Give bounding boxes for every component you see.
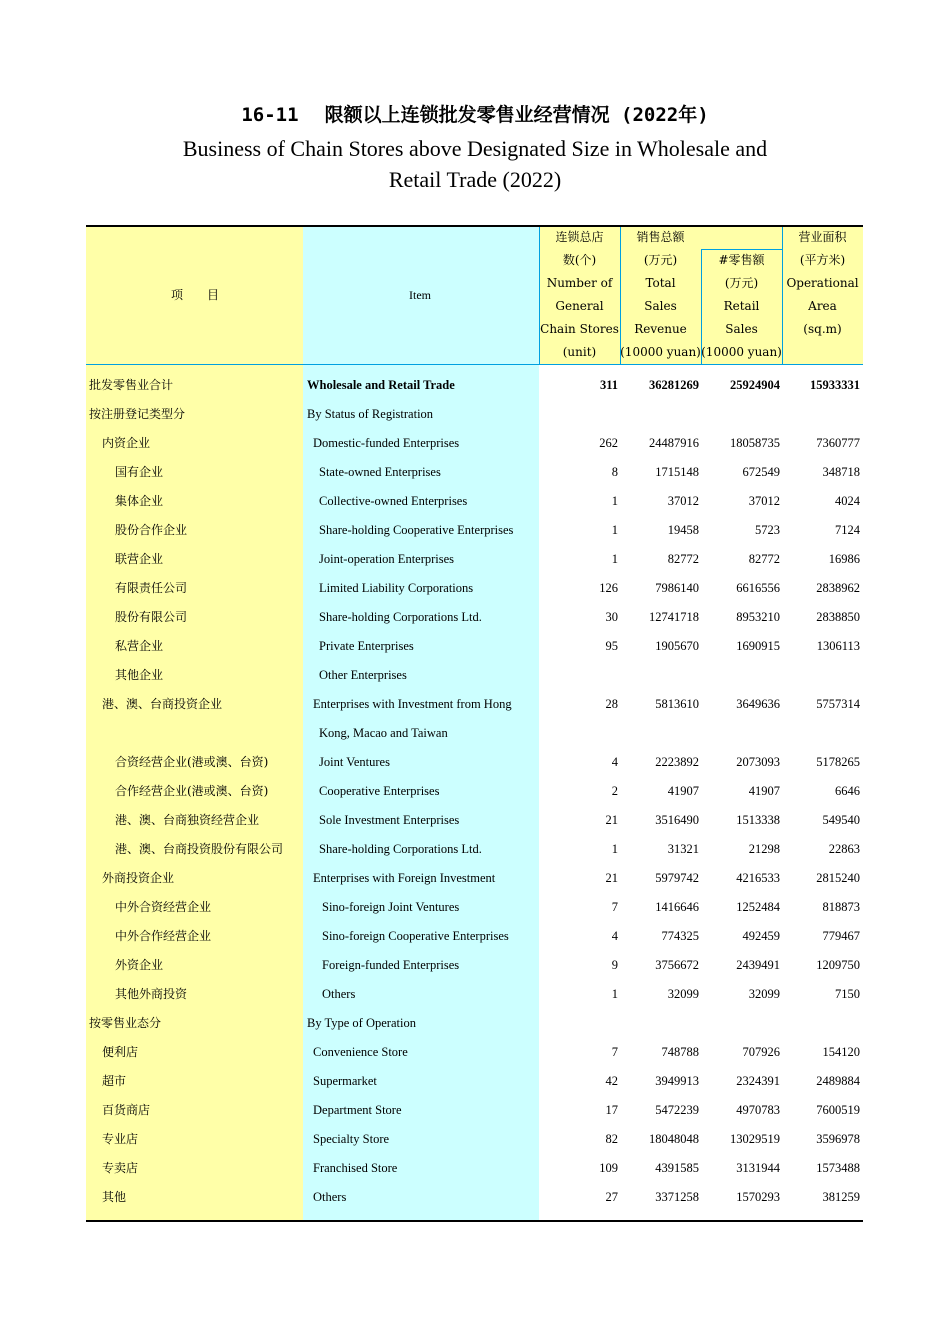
total-sales-value: 3949913	[655, 1074, 699, 1088]
table-row	[86, 458, 863, 487]
table-row	[86, 1096, 863, 1125]
operational-area-value: 5178265	[816, 755, 860, 769]
table-row	[86, 603, 863, 632]
operational-area-value: 5757314	[816, 697, 860, 711]
total-sales-value: 748788	[661, 1045, 699, 1059]
retail-sales-value: 37012	[748, 494, 780, 508]
table-row	[86, 777, 863, 806]
general-chain-stores-value: 82	[605, 1132, 618, 1146]
operational-area-value: 381259	[822, 1190, 860, 1204]
total-sales-value: 3516490	[655, 813, 699, 827]
row-label-en: Franchised Store	[313, 1161, 398, 1175]
total-sales-value: 19458	[667, 523, 699, 537]
retail-sales-value: 8953210	[736, 610, 780, 624]
header-line: Chain Stores	[540, 322, 619, 336]
row-label-en: Enterprises with Investment from Hong	[313, 697, 512, 711]
table-row	[86, 1125, 863, 1154]
header-line: Revenue	[634, 322, 687, 336]
table-number: 16-11	[241, 104, 299, 126]
header-general-chain-stores	[539, 226, 620, 364]
header-line: Sales	[644, 299, 677, 313]
operational-area-value: 7360777	[816, 436, 860, 450]
operational-area-value: 348718	[822, 465, 860, 479]
row-label-en: State-owned Enterprises	[319, 465, 441, 479]
table-row	[86, 748, 863, 777]
table-row	[86, 487, 863, 516]
row-label-cn: 集体企业	[115, 494, 164, 508]
row-label-en: Others	[313, 1190, 347, 1204]
header-line: (10000 yuan)	[620, 345, 701, 359]
operational-area-value: 3596978	[816, 1132, 860, 1146]
row-label-en: Wholesale and Retail Trade	[307, 378, 455, 392]
total-sales-value: 31321	[667, 842, 699, 856]
retail-sales-value: 1690915	[736, 639, 780, 653]
total-sales-value: 4391585	[655, 1161, 699, 1175]
general-chain-stores-value: 30	[605, 610, 618, 624]
row-label-en: Enterprises with Foreign Investment	[313, 871, 496, 885]
row-label-en: Collective-owned Enterprises	[319, 494, 468, 508]
total-sales-value: 82772	[667, 552, 699, 566]
retail-sales-value: 13029519	[730, 1132, 780, 1146]
table-row	[86, 719, 863, 748]
operational-area-value: 22863	[828, 842, 860, 856]
total-sales-value: 774325	[661, 929, 699, 943]
retail-sales-value: 25924904	[730, 378, 780, 392]
row-label-cn: 国有企业	[115, 465, 164, 479]
retail-sales-value: 21298	[748, 842, 780, 856]
retail-sales-value: 18058735	[730, 436, 780, 450]
row-label-en: Joint Ventures	[319, 755, 390, 769]
row-label-en: Specialty Store	[313, 1132, 390, 1146]
total-sales-value: 3756672	[655, 958, 699, 972]
row-label-en: Domestic-funded Enterprises	[313, 436, 460, 450]
retail-sales-value: 492459	[742, 929, 780, 943]
operational-area-value: 7150	[835, 987, 860, 1001]
row-label-cn: 股份有限公司	[115, 610, 188, 624]
row-label-cn: 按零售业态分	[89, 1016, 162, 1030]
header-retail-sales	[701, 249, 782, 364]
header-line: (平方米)	[799, 253, 846, 267]
retail-sales-value: 1570293	[736, 1190, 780, 1204]
row-label-en: Other Enterprises	[319, 668, 407, 682]
row-label-en: Convenience Store	[313, 1045, 408, 1059]
operational-area-value: 1209750	[816, 958, 860, 972]
row-label-en: Department Store	[313, 1103, 402, 1117]
row-label-cn: 外资企业	[115, 958, 164, 972]
table-row	[86, 951, 863, 980]
header-line: (unit)	[562, 345, 597, 359]
general-chain-stores-value: 1	[611, 523, 618, 537]
operational-area-value: 16986	[828, 552, 860, 566]
retail-sales-value: 4216533	[736, 871, 780, 885]
general-chain-stores-value: 1	[611, 842, 618, 856]
general-chain-stores-value: 7	[611, 900, 618, 914]
row-label-cn: 按注册登记类型分	[89, 407, 186, 421]
total-sales-value: 7986140	[655, 581, 699, 595]
operational-area-value: 154120	[822, 1045, 860, 1059]
row-label-cn: 中外合资经营企业	[115, 900, 212, 914]
row-label-cn: 中外合作经营企业	[115, 929, 212, 943]
header-line: Area	[808, 299, 837, 313]
retail-sales-value: 4970783	[736, 1103, 780, 1117]
row-label-en: Limited Liability Corporations	[319, 581, 474, 595]
row-label-cn: 其他外商投资	[115, 987, 188, 1001]
table-row	[86, 980, 863, 1009]
retail-sales-value: 672549	[742, 465, 780, 479]
total-sales-value: 5979742	[655, 871, 699, 885]
total-sales-value: 1416646	[655, 900, 699, 914]
table-body	[86, 371, 863, 1212]
row-label-en: Foreign-funded Enterprises	[322, 958, 460, 972]
header-line: (万元)	[643, 253, 678, 267]
retail-sales-value: 82772	[748, 552, 780, 566]
general-chain-stores-value: 2	[611, 784, 618, 798]
header-item-en: Item	[409, 288, 431, 302]
retail-sales-value: 2439491	[736, 958, 780, 972]
total-sales-value: 41907	[667, 784, 699, 798]
general-chain-stores-value: 4	[611, 929, 618, 943]
row-label-en: Share-holding Corporations Ltd.	[319, 610, 482, 624]
retail-sales-value: 41907	[748, 784, 780, 798]
retail-sales-value: 1513338	[736, 813, 780, 827]
table-title-en	[170, 133, 780, 195]
row-label-en: Private Enterprises	[319, 639, 414, 653]
table-row	[86, 1067, 863, 1096]
row-label-cn: 联营企业	[115, 552, 164, 566]
table-row	[86, 922, 863, 951]
header-line: 连锁总店	[555, 230, 604, 244]
table-row	[86, 690, 863, 719]
general-chain-stores-value: 21	[605, 871, 618, 885]
total-sales-value: 37012	[667, 494, 699, 508]
header-line: Operational	[786, 276, 859, 290]
operational-area-value: 2838962	[816, 581, 860, 595]
header-line: Sales	[725, 322, 758, 336]
retail-sales-value: 2073093	[736, 755, 780, 769]
total-sales-value: 1905670	[655, 639, 699, 653]
table-row	[86, 545, 863, 574]
operational-area-value: 15933331	[810, 378, 860, 392]
total-sales-value: 1715148	[655, 465, 699, 479]
row-label-en: By Status of Registration	[307, 407, 434, 421]
general-chain-stores-value: 27	[605, 1190, 618, 1204]
table-row	[86, 1038, 863, 1067]
total-sales-value: 24487916	[649, 436, 699, 450]
operational-area-value: 818873	[822, 900, 860, 914]
total-sales-value: 18048048	[649, 1132, 699, 1146]
retail-sales-value: 3131944	[736, 1161, 780, 1175]
table-title-en-line1: Business of Chain Stores above Designated Size in Wholesale and	[182, 136, 768, 161]
table-bottom-rule	[86, 1220, 863, 1222]
general-chain-stores-value: 9	[611, 958, 618, 972]
total-sales-value: 36281269	[649, 378, 699, 392]
header-bottom-rule	[86, 364, 863, 365]
header-line: Retail	[723, 299, 760, 313]
row-label-cn: 内资企业	[102, 436, 151, 450]
row-label-cn: 股份合作企业	[115, 523, 188, 537]
row-label-cn: 合作经营企业(港或澳、台资)	[115, 784, 269, 798]
header-line: Number of	[546, 276, 613, 290]
row-label-cn: 合资经营企业(港或澳、台资)	[115, 755, 269, 769]
row-label-cn: 私营企业	[115, 639, 164, 653]
row-label-en: Joint-operation Enterprises	[319, 552, 455, 566]
row-label-cn: 批发零售业合计	[89, 378, 174, 392]
general-chain-stores-value: 262	[599, 436, 618, 450]
table-row	[86, 371, 863, 400]
table-row	[86, 661, 863, 690]
table-title-cn	[0, 100, 950, 127]
operational-area-value: 779467	[822, 929, 860, 943]
operational-area-value: 549540	[822, 813, 860, 827]
header-item-cn: 项 目	[170, 288, 219, 302]
row-label-en: Cooperative Enterprises	[319, 784, 440, 798]
row-label-cn: 港、澳、台商投资股份有限公司	[115, 842, 284, 856]
operational-area-value: 4024	[835, 494, 860, 508]
retail-sales-value: 5723	[755, 523, 780, 537]
operational-area-value: 7600519	[816, 1103, 860, 1117]
header-line: 销售总额	[636, 230, 685, 244]
header-line: (10000 yuan)	[701, 345, 782, 359]
table-row	[86, 400, 863, 429]
total-sales-value: 5813610	[655, 697, 699, 711]
row-label-en: Share-holding Cooperative Enterprises	[319, 523, 514, 537]
row-label-cn: 有限责任公司	[115, 581, 188, 595]
operational-area-value: 2815240	[816, 871, 860, 885]
header-line: (万元)	[724, 276, 759, 290]
table-title-cn-text: 限额以上连锁批发零售业经营情况 (2022年)	[324, 104, 709, 126]
general-chain-stores-value: 8	[611, 465, 618, 479]
row-label-en: Sino-foreign Joint Ventures	[322, 900, 460, 914]
table-row	[86, 1183, 863, 1212]
table-row	[86, 429, 863, 458]
total-sales-value: 2223892	[655, 755, 699, 769]
general-chain-stores-value: 95	[605, 639, 618, 653]
table-row	[86, 516, 863, 545]
general-chain-stores-value: 126	[599, 581, 618, 595]
total-sales-value: 5472239	[655, 1103, 699, 1117]
row-label-cn: 便利店	[102, 1045, 139, 1059]
general-chain-stores-value: 42	[605, 1074, 618, 1088]
row-label-en: Sole Investment Enterprises	[319, 813, 460, 827]
general-chain-stores-value: 7	[611, 1045, 618, 1059]
retail-sales-value: 1252484	[736, 900, 780, 914]
retail-sales-value: 707926	[742, 1045, 780, 1059]
table-row	[86, 574, 863, 603]
table-title-en-line2: Retail Trade (2022)	[388, 167, 562, 192]
general-chain-stores-value: 28	[605, 697, 618, 711]
row-label-cn: 其他	[102, 1190, 127, 1204]
row-label-cn: 专卖店	[102, 1161, 139, 1175]
header-line: 营业面积	[798, 230, 847, 244]
table-row	[86, 835, 863, 864]
operational-area-value: 1573488	[816, 1161, 860, 1175]
table-row	[86, 893, 863, 922]
row-label-en: Sino-foreign Cooperative Enterprises	[322, 929, 509, 943]
operational-area-value: 6646	[835, 784, 860, 798]
operational-area-value: 2489884	[816, 1074, 860, 1088]
row-label-en: Supermarket	[313, 1074, 377, 1088]
row-label-en: Kong, Macao and Taiwan	[319, 726, 448, 740]
row-label-cn: 百货商店	[102, 1103, 151, 1117]
table-row	[86, 1009, 863, 1038]
table-row	[86, 864, 863, 893]
row-label-en: Others	[322, 987, 356, 1001]
retail-sales-value: 2324391	[736, 1074, 780, 1088]
general-chain-stores-value: 1	[611, 987, 618, 1001]
retail-sales-value: 3649636	[736, 697, 780, 711]
general-chain-stores-value: 311	[599, 378, 618, 392]
total-sales-value: 32099	[667, 987, 699, 1001]
table-row	[86, 1154, 863, 1183]
header-line: General	[555, 299, 604, 313]
total-sales-value: 12741718	[649, 610, 699, 624]
operational-area-value: 7124	[835, 523, 860, 537]
row-label-en: By Type of Operation	[307, 1016, 416, 1030]
header-total-sales-revenue	[620, 226, 701, 364]
row-label-cn: 专业店	[102, 1132, 139, 1146]
header-line: 数(个)	[562, 253, 597, 267]
general-chain-stores-value: 4	[611, 755, 618, 769]
retail-sales-value: 32099	[748, 987, 780, 1001]
operational-area-value: 1306113	[816, 639, 860, 653]
general-chain-stores-value: 21	[605, 813, 618, 827]
row-label-cn: 外商投资企业	[102, 871, 175, 885]
operational-area-value: 2838850	[816, 610, 860, 624]
row-label-en: Share-holding Corporations Ltd.	[319, 842, 482, 856]
row-label-cn: 港、澳、台商独资经营企业	[115, 813, 260, 827]
general-chain-stores-value: 17	[605, 1103, 618, 1117]
table-row	[86, 632, 863, 661]
general-chain-stores-value: 1	[611, 494, 618, 508]
row-label-cn: 港、澳、台商投资企业	[102, 697, 223, 711]
header-line: (sq.m)	[803, 322, 842, 336]
general-chain-stores-value: 109	[599, 1161, 618, 1175]
general-chain-stores-value: 1	[611, 552, 618, 566]
table-row	[86, 806, 863, 835]
total-sales-value: 3371258	[655, 1190, 699, 1204]
header-operational-area	[782, 226, 863, 341]
table-top-rule	[86, 225, 863, 227]
row-label-cn: 超市	[102, 1074, 127, 1088]
retail-sales-value: 6616556	[736, 581, 780, 595]
row-label-cn: 其他企业	[115, 668, 164, 682]
header-line: #零售额	[718, 253, 765, 267]
header-line: Total	[645, 276, 676, 290]
